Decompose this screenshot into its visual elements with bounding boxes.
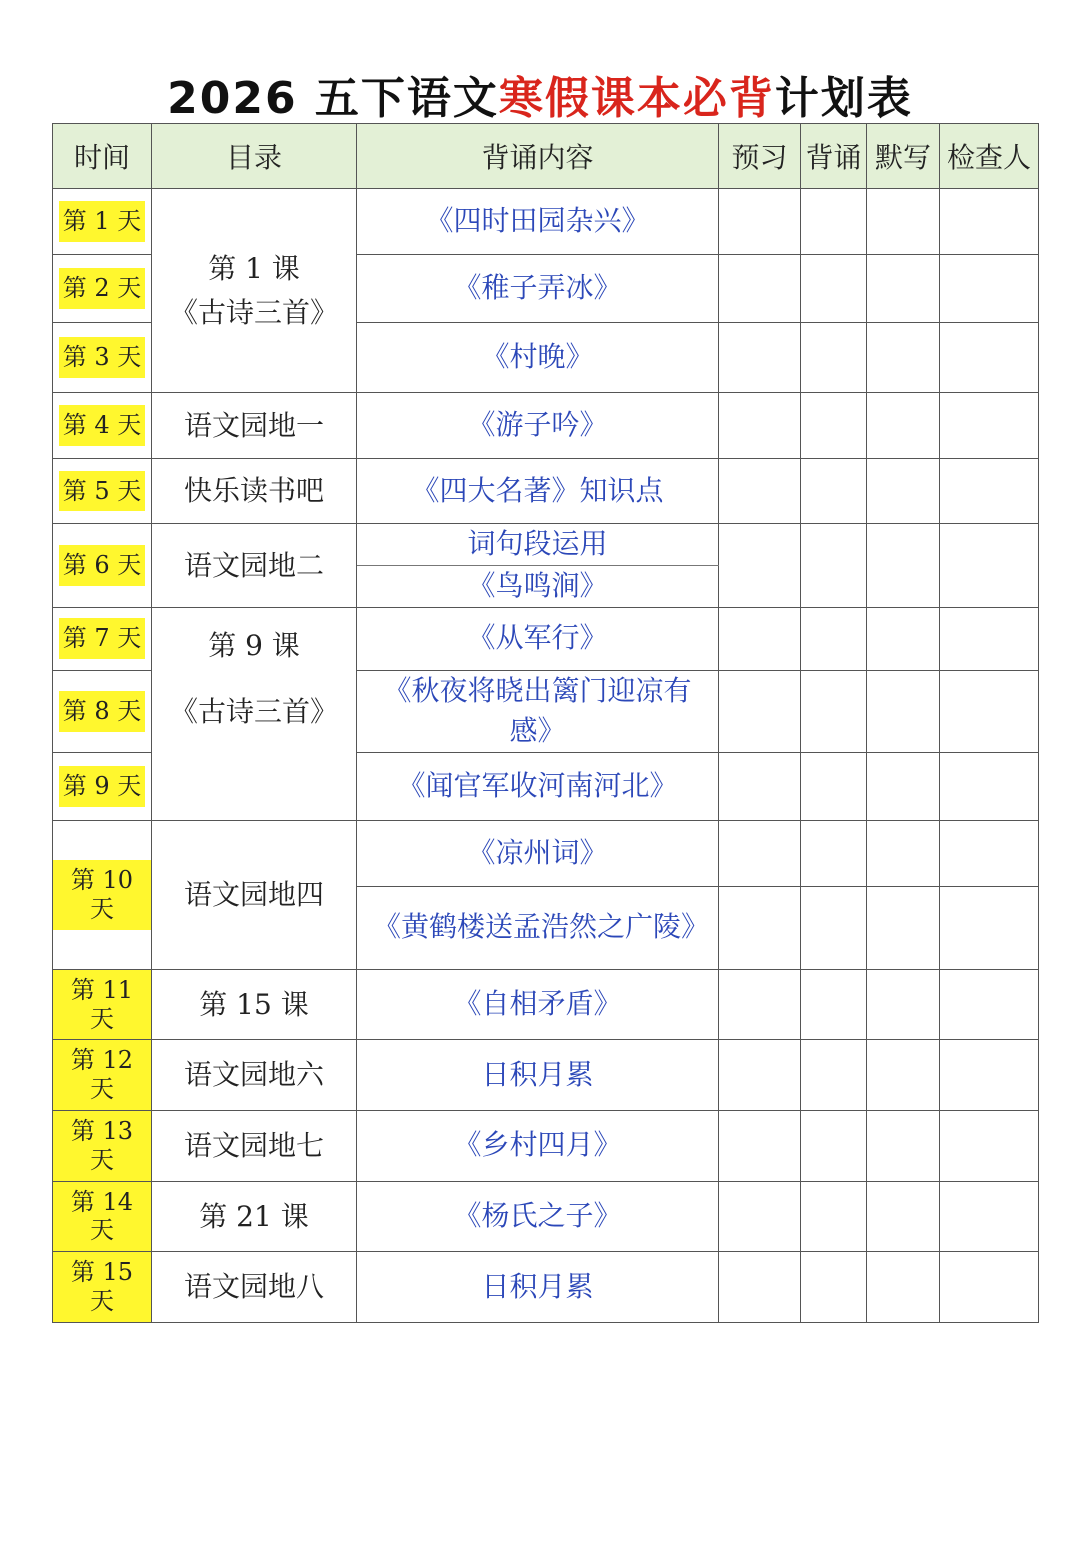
dictation-check-cell[interactable] <box>867 820 940 886</box>
recite-check-cell[interactable] <box>801 752 867 820</box>
title-prefix: 2026 五下语文 <box>167 73 499 124</box>
title-highlight: 寒假课本必背 <box>498 73 775 124</box>
preview-check-cell[interactable] <box>719 1110 801 1181</box>
day-label: 第 14 天 <box>53 1182 151 1252</box>
preview-check-cell[interactable] <box>719 607 801 670</box>
catalog-label: 第 1 课 <box>208 252 300 286</box>
day-label: 第 4 天 <box>59 405 146 446</box>
content-cell: 词句段运用 <box>357 524 719 566</box>
preview-check-cell[interactable] <box>719 1252 801 1323</box>
preview-check-cell[interactable] <box>719 393 801 459</box>
day-label: 第 13 天 <box>53 1111 151 1181</box>
day-cell <box>53 459 152 524</box>
catalog-cell: 语文园地二 <box>152 524 357 608</box>
day-cell <box>53 820 152 969</box>
recite-check-cell[interactable] <box>801 670 867 752</box>
recite-check-cell[interactable] <box>801 255 867 323</box>
header-recite: 背诵 <box>801 124 867 189</box>
day-cell <box>53 1110 152 1181</box>
table-row <box>53 820 1039 886</box>
header-content: 背诵内容 <box>357 124 719 189</box>
dictation-check-cell[interactable] <box>867 1181 940 1252</box>
content-cell: 《鸟鸣涧》 <box>357 565 719 607</box>
header-preview: 预习 <box>719 124 801 189</box>
content-cell: 《秋夜将晓出篱门迎凉有感》 <box>357 670 719 752</box>
table-row <box>53 1181 1039 1252</box>
checker-cell[interactable] <box>940 1252 1039 1323</box>
day-cell <box>53 670 152 752</box>
table-row <box>53 459 1039 524</box>
catalog-cell: 语文园地七 <box>152 1110 357 1181</box>
header-catalog: 目录 <box>152 124 357 189</box>
recite-check-cell[interactable] <box>801 393 867 459</box>
day-label: 第 10 天 <box>53 860 151 930</box>
dictation-check-cell[interactable] <box>867 323 940 393</box>
dictation-check-cell[interactable] <box>867 189 940 255</box>
day-cell <box>53 607 152 670</box>
recite-check-cell[interactable] <box>801 607 867 670</box>
dictation-check-cell[interactable] <box>867 524 940 608</box>
dictation-check-cell[interactable] <box>867 1110 940 1181</box>
catalog-cell: 语文园地一 <box>152 393 357 459</box>
preview-check-cell[interactable] <box>719 1040 801 1111</box>
recite-check-cell[interactable] <box>801 189 867 255</box>
catalog-cell: 语文园地四 <box>152 820 357 969</box>
checker-cell[interactable] <box>940 752 1039 820</box>
content-cell: 《稚子弄冰》 <box>357 255 719 323</box>
preview-check-cell[interactable] <box>719 1181 801 1252</box>
content-cell: 《黄鹤楼送孟浩然之广陵》 <box>357 886 719 969</box>
recite-check-cell[interactable] <box>801 1252 867 1323</box>
checker-cell[interactable] <box>940 524 1039 608</box>
recite-check-cell[interactable] <box>801 459 867 524</box>
checker-cell[interactable] <box>940 886 1039 969</box>
recite-check-cell[interactable] <box>801 820 867 886</box>
content-cell: 《自相矛盾》 <box>357 969 719 1040</box>
header-dictation: 默写 <box>867 124 940 189</box>
preview-check-cell[interactable] <box>719 323 801 393</box>
content-cell: 《村晚》 <box>357 323 719 393</box>
dictation-check-cell[interactable] <box>867 1040 940 1111</box>
recite-check-cell[interactable] <box>801 886 867 969</box>
day-cell <box>53 255 152 323</box>
table-row <box>53 969 1039 1040</box>
day-cell <box>53 969 152 1040</box>
catalog-cell <box>152 189 357 393</box>
checker-cell[interactable] <box>940 1181 1039 1252</box>
catalog-label: 《古诗三首》 <box>169 295 338 329</box>
preview-check-cell[interactable] <box>719 189 801 255</box>
dictation-check-cell[interactable] <box>867 969 940 1040</box>
day-label: 第 5 天 <box>59 471 146 512</box>
content-cell: 《乡村四月》 <box>357 1110 719 1181</box>
recite-check-cell[interactable] <box>801 1181 867 1252</box>
dictation-check-cell[interactable] <box>867 459 940 524</box>
table-row <box>53 1110 1039 1181</box>
day-label: 第 1 天 <box>59 201 146 242</box>
catalog-cell: 语文园地六 <box>152 1040 357 1111</box>
content-cell: 《凉州词》 <box>357 820 719 886</box>
day-label: 第 8 天 <box>59 691 146 732</box>
catalog-cell: 第 15 课 <box>152 969 357 1040</box>
preview-check-cell[interactable] <box>719 255 801 323</box>
day-cell <box>53 189 152 255</box>
preview-check-cell[interactable] <box>719 969 801 1040</box>
content-cell: 《从军行》 <box>357 607 719 670</box>
table-row <box>53 189 1039 255</box>
content-cell: 《游子吟》 <box>357 393 719 459</box>
checker-cell[interactable] <box>940 323 1039 393</box>
recite-check-cell[interactable] <box>801 323 867 393</box>
checker-cell[interactable] <box>940 459 1039 524</box>
recite-check-cell[interactable] <box>801 1040 867 1111</box>
day-cell <box>53 524 152 608</box>
preview-check-cell[interactable] <box>719 459 801 524</box>
preview-check-cell[interactable] <box>719 886 801 969</box>
header-checker: 检查人 <box>940 124 1039 189</box>
dictation-check-cell[interactable] <box>867 607 940 670</box>
recite-check-cell[interactable] <box>801 1110 867 1181</box>
dictation-check-cell[interactable] <box>867 1252 940 1323</box>
dictation-check-cell[interactable] <box>867 886 940 969</box>
checker-cell[interactable] <box>940 969 1039 1040</box>
dictation-check-cell[interactable] <box>867 752 940 820</box>
dictation-check-cell[interactable] <box>867 255 940 323</box>
dictation-check-cell[interactable] <box>867 670 940 752</box>
page-title <box>0 62 1080 126</box>
checker-cell[interactable] <box>940 189 1039 255</box>
recite-check-cell[interactable] <box>801 524 867 608</box>
content-cell: 《四大名著》知识点 <box>357 459 719 524</box>
day-label: 第 3 天 <box>59 337 146 378</box>
content-cell: 《闻官军收河南河北》 <box>357 752 719 820</box>
checker-cell[interactable] <box>940 255 1039 323</box>
day-cell <box>53 393 152 459</box>
catalog-cell: 快乐读书吧 <box>152 459 357 524</box>
header-row <box>53 124 1039 189</box>
table-row <box>53 1040 1039 1111</box>
checker-cell[interactable] <box>940 1040 1039 1111</box>
header-time: 时间 <box>53 124 152 189</box>
checker-cell[interactable] <box>940 607 1039 670</box>
catalog-cell <box>152 607 357 820</box>
day-cell <box>53 1040 152 1111</box>
day-label: 第 7 天 <box>59 618 146 659</box>
day-label: 第 2 天 <box>59 268 146 309</box>
preview-check-cell[interactable] <box>719 752 801 820</box>
recite-check-cell[interactable] <box>801 969 867 1040</box>
checker-cell[interactable] <box>940 820 1039 886</box>
table-row <box>53 1252 1039 1323</box>
day-cell <box>53 752 152 820</box>
day-cell <box>53 323 152 393</box>
day-label: 第 15 天 <box>53 1252 151 1322</box>
day-cell <box>53 1252 152 1323</box>
preview-check-cell[interactable] <box>719 670 801 752</box>
day-label: 第 6 天 <box>59 545 146 586</box>
day-label: 第 9 天 <box>59 766 146 807</box>
day-cell <box>53 1181 152 1252</box>
dictation-check-cell[interactable] <box>867 393 940 459</box>
preview-check-cell[interactable] <box>719 524 801 608</box>
day-label: 第 12 天 <box>53 1040 151 1110</box>
catalog-label: 第 9 课 <box>208 629 300 663</box>
checker-cell[interactable] <box>940 1110 1039 1181</box>
catalog-label: 《古诗三首》 <box>169 694 338 728</box>
content-cell: 《四时田园杂兴》 <box>357 189 719 255</box>
catalog-cell: 第 21 课 <box>152 1181 357 1252</box>
table-row <box>53 524 1039 566</box>
plan-table <box>52 123 1039 1323</box>
checker-cell[interactable] <box>940 670 1039 752</box>
table-row <box>53 607 1039 670</box>
checker-cell[interactable] <box>940 393 1039 459</box>
content-cell: 日积月累 <box>357 1040 719 1111</box>
preview-check-cell[interactable] <box>719 820 801 886</box>
content-cell: 日积月累 <box>357 1252 719 1323</box>
title-suffix: 计划表 <box>774 73 913 124</box>
content-cell: 《杨氏之子》 <box>357 1181 719 1252</box>
day-label: 第 11 天 <box>53 970 151 1040</box>
table-row <box>53 393 1039 459</box>
catalog-cell: 语文园地八 <box>152 1252 357 1323</box>
